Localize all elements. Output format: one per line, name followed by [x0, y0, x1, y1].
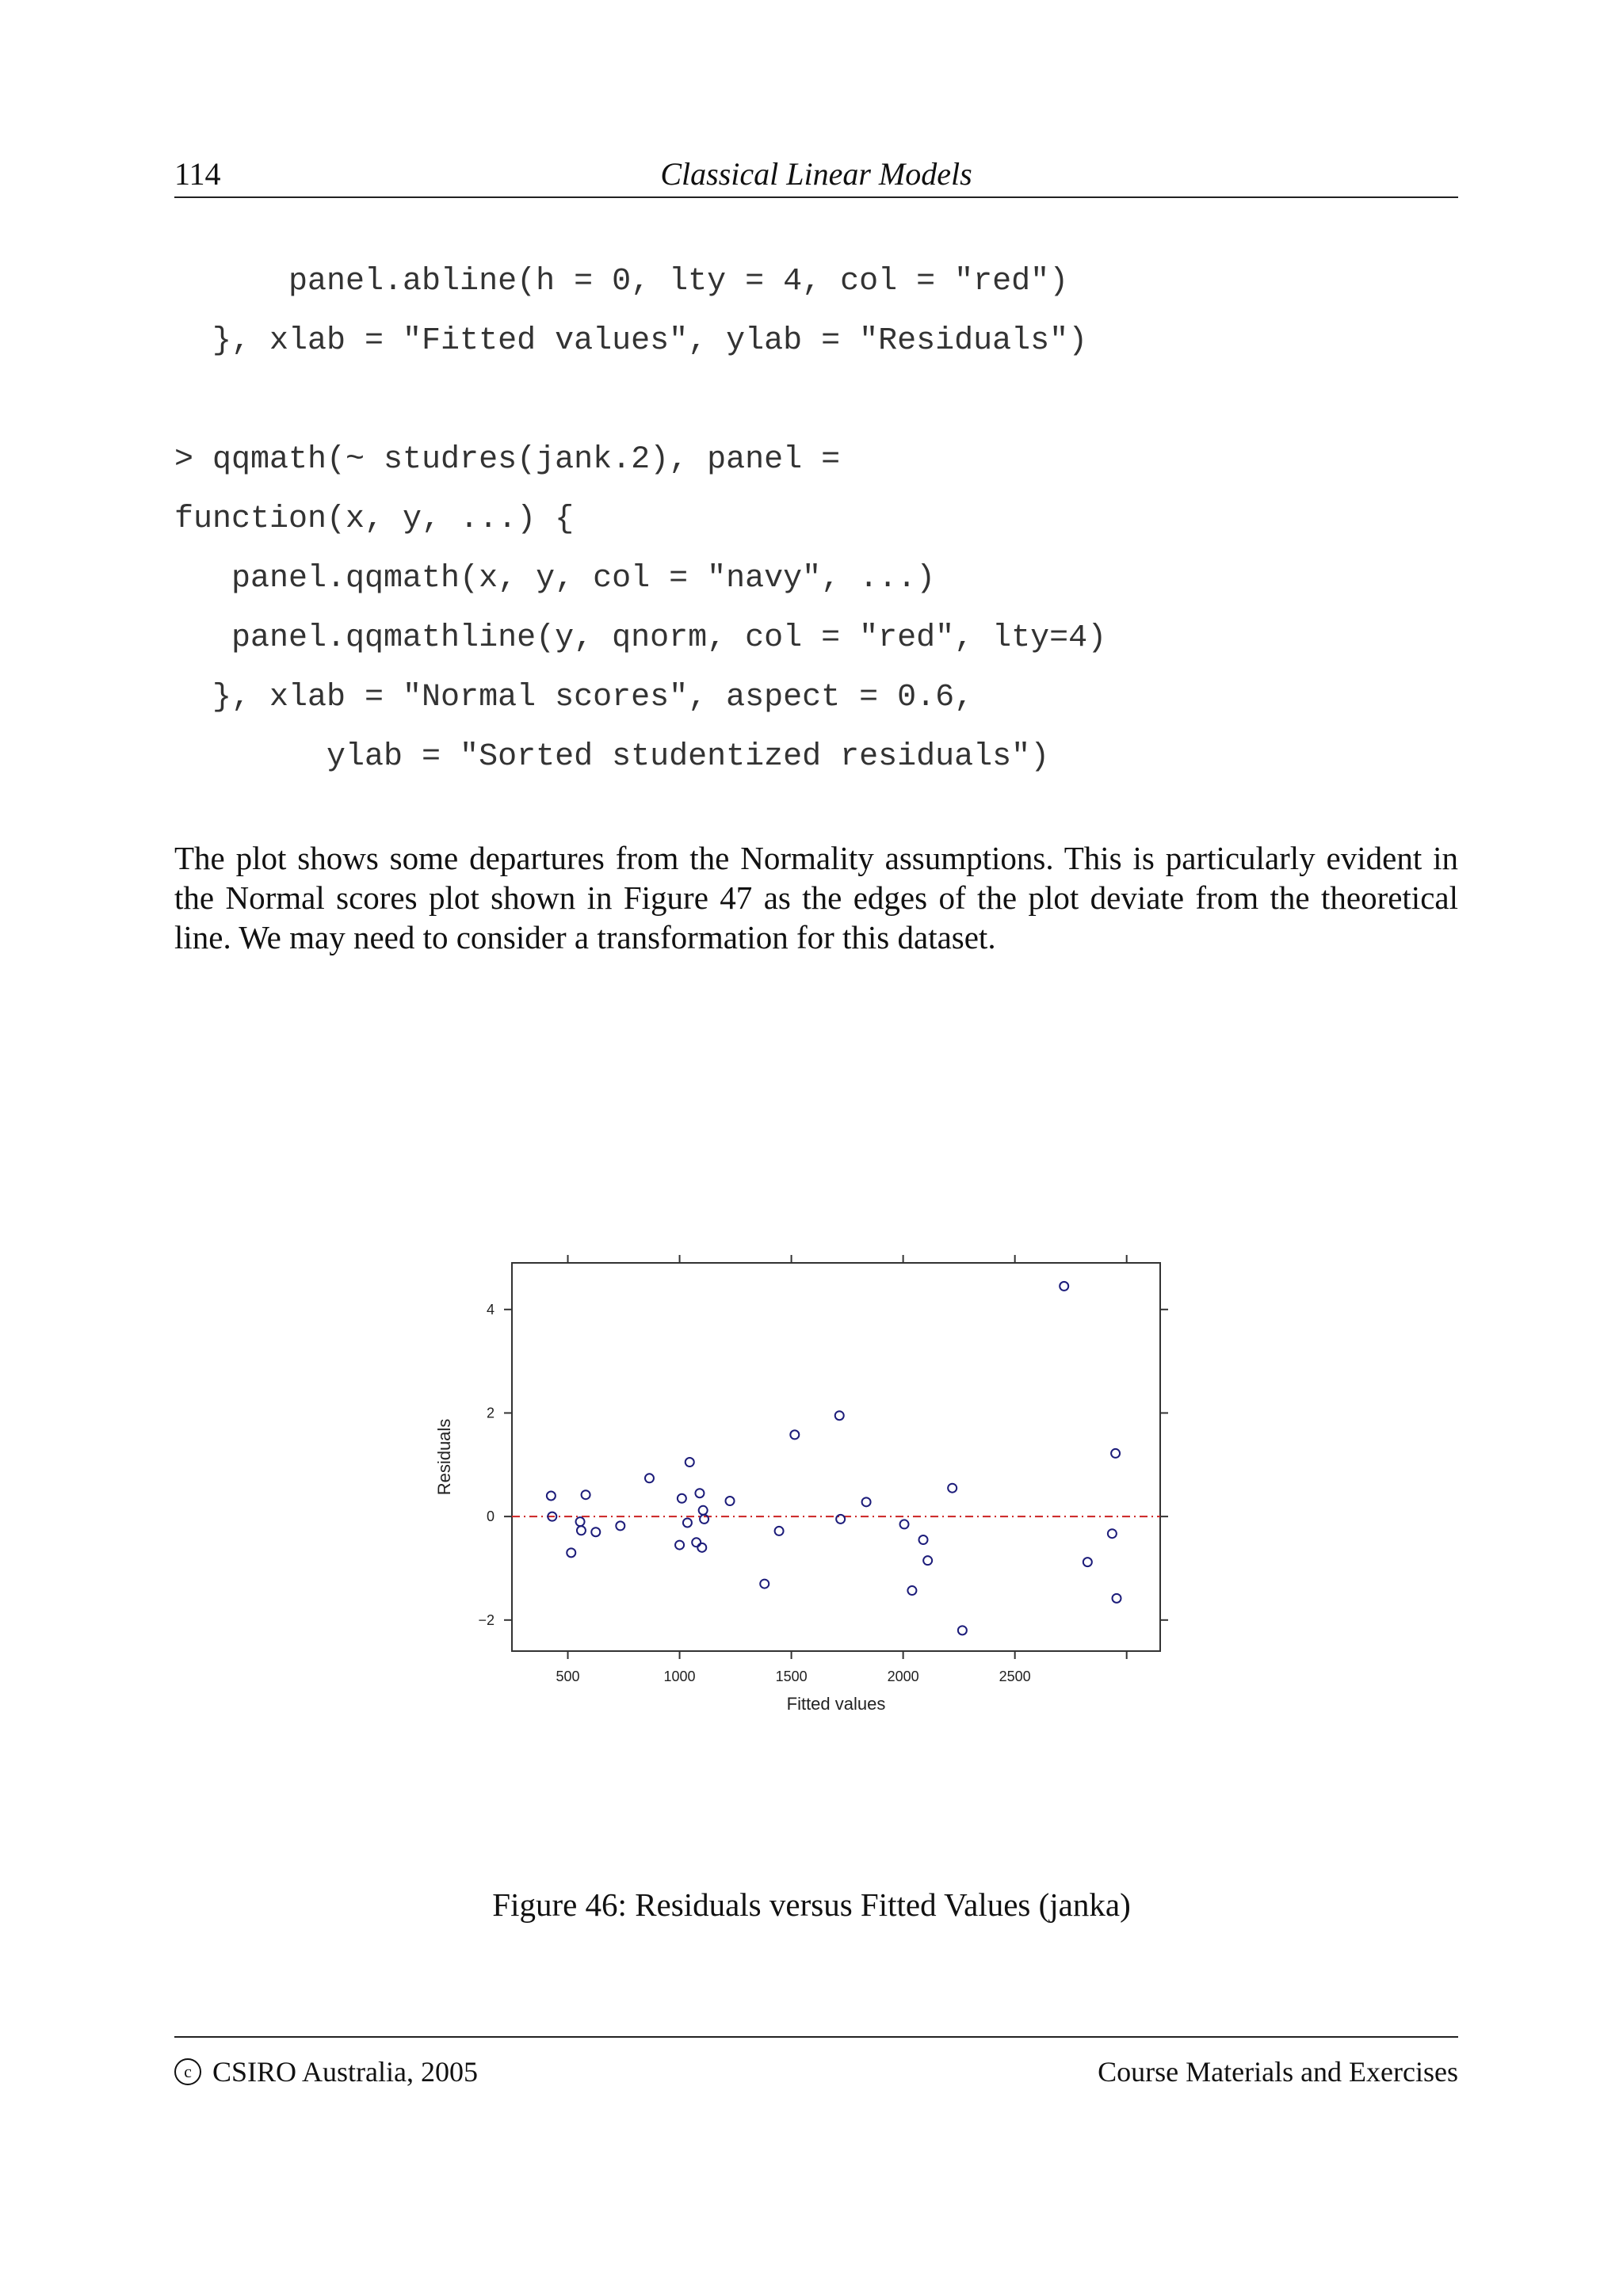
page-footer [174, 2036, 1458, 2101]
code-line: ylab = "Sorted studentized residuals") [174, 739, 1050, 775]
code-line [174, 377, 1106, 437]
data-point [919, 1535, 928, 1544]
copyright-icon: c [174, 2058, 201, 2085]
code-line: panel.qqmath(x, y, col = "navy", ...) [174, 561, 936, 597]
x-axis-label: Fitted values [786, 1694, 886, 1714]
data-point [907, 1586, 916, 1595]
data-point [692, 1538, 701, 1547]
x-tick-label: 2000 [887, 1669, 919, 1684]
data-point [678, 1494, 686, 1503]
data-point [836, 1515, 845, 1524]
data-point [923, 1556, 932, 1565]
data-point [900, 1520, 909, 1528]
data-point [616, 1521, 624, 1530]
data-point [948, 1484, 957, 1493]
footer-right-text: Course Materials and Exercises [1098, 2056, 1458, 2088]
data-point [567, 1548, 575, 1557]
body-paragraph: The plot shows some departures from the Normality assumptions. This is particularly evident in the Normal scores plot shown in Figure 47 as the edges of the plot deviate from the theoretical line. We may need to consider a transformation for this dataset. [174, 840, 1458, 955]
page-number: 114 [174, 156, 221, 192]
x-tick-label: 1000 [663, 1669, 696, 1684]
data-point [726, 1497, 735, 1505]
data-point [685, 1458, 694, 1466]
data-point [862, 1497, 871, 1506]
data-point [695, 1489, 704, 1497]
y-axis-label: Residuals [434, 1418, 454, 1496]
code-line: function(x, y, ...) { [174, 502, 575, 537]
data-point [1111, 1449, 1120, 1458]
data-point [675, 1541, 684, 1550]
figure-caption: Figure 46: Residuals versus Fitted Values (janka) [492, 1886, 1131, 1923]
x-tick-label: 500 [556, 1669, 580, 1684]
data-point [958, 1626, 967, 1634]
y-tick-label: 2 [486, 1405, 495, 1421]
data-point [1108, 1529, 1117, 1538]
code-line: panel.qqmathline(y, qnorm, col = "red", lty=4) [174, 620, 1107, 656]
x-tick-label: 2500 [999, 1669, 1031, 1684]
data-point [582, 1490, 590, 1499]
data-point [1083, 1558, 1092, 1566]
data-point [699, 1506, 708, 1515]
residuals-scatter-plot [428, 1236, 1197, 1743]
x-tick-label: 1500 [775, 1669, 808, 1684]
code-line: panel.abline(h = 0, lty = 4, col = "red") [174, 264, 1069, 299]
y-tick-label: 4 [486, 1301, 495, 1318]
page-header [174, 155, 1458, 198]
code-line: }, xlab = "Fitted values", ylab = "Residuals") [174, 323, 1088, 359]
y-tick-label: 0 [486, 1508, 495, 1525]
data-point [576, 1517, 585, 1526]
code-block [174, 258, 1106, 793]
data-point [1112, 1594, 1121, 1603]
data-point [645, 1474, 654, 1482]
footer-copyright [174, 2055, 478, 2088]
figure-46 [428, 1236, 1197, 1743]
plot-frame [512, 1263, 1160, 1651]
data-point [547, 1492, 556, 1501]
data-point [760, 1580, 769, 1589]
y-tick-label: −2 [478, 1611, 495, 1628]
data-point [775, 1527, 784, 1535]
running-title: Classical Linear Models [660, 156, 972, 192]
data-point [683, 1518, 692, 1527]
data-point [697, 1543, 706, 1552]
data-point [591, 1527, 600, 1536]
footer-left-text: CSIRO Australia, 2005 [212, 2056, 479, 2088]
code-line: }, xlab = "Normal scores", aspect = 0.6, [174, 680, 974, 715]
data-point [577, 1526, 586, 1535]
code-line: > qqmath(~ studres(jank.2), panel = [174, 442, 841, 478]
data-point [835, 1411, 844, 1420]
data-point [790, 1430, 799, 1439]
data-point [1060, 1282, 1068, 1291]
